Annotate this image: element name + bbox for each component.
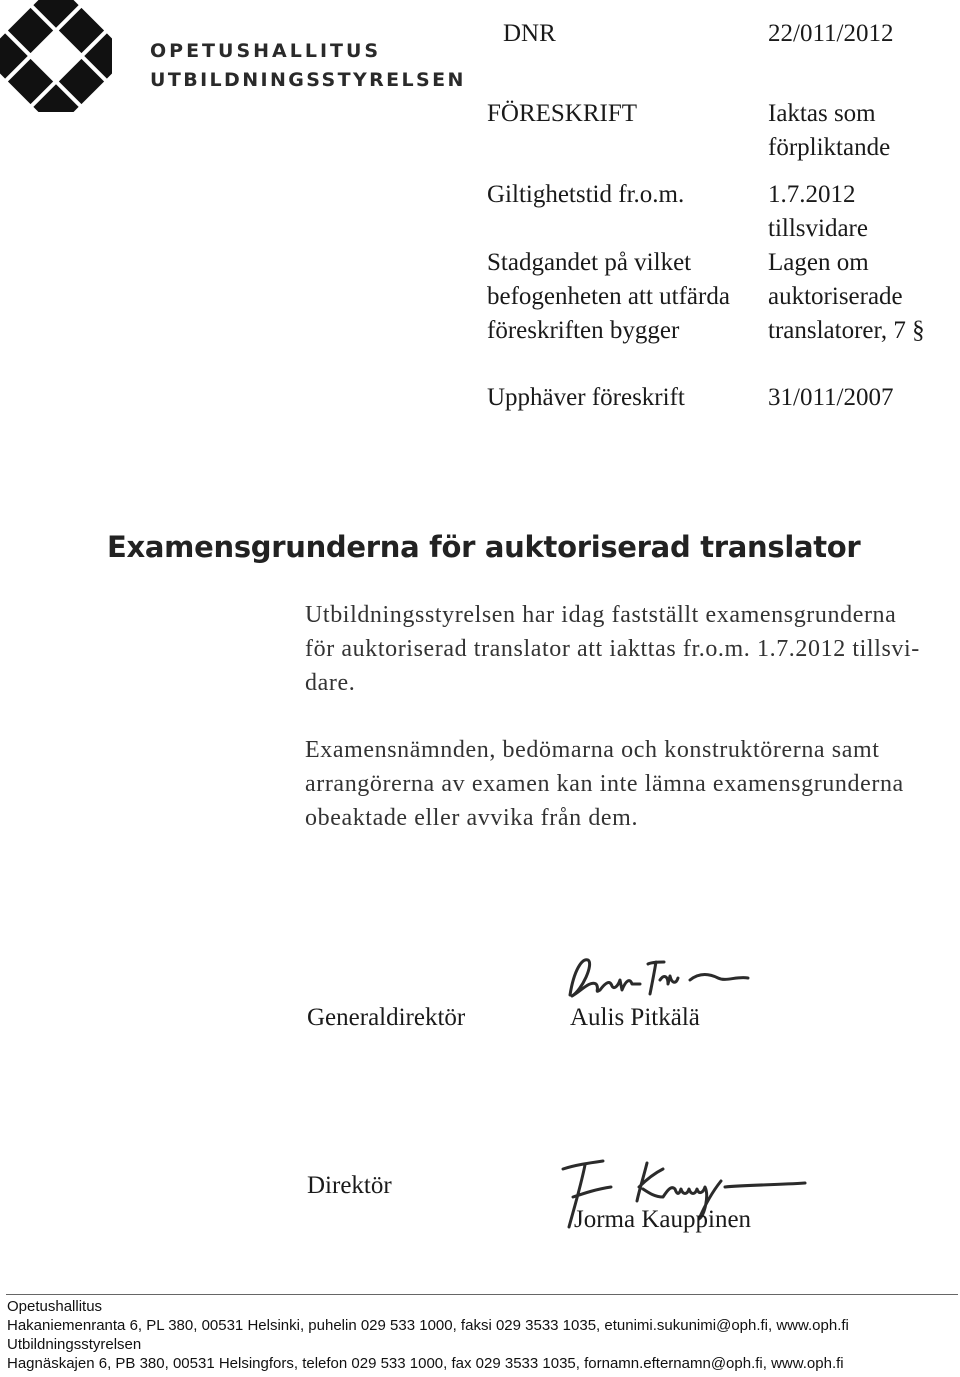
signer-1-name: Aulis Pitkälä — [570, 1004, 700, 1031]
footer-divider — [6, 1294, 958, 1295]
paragraph-1-line-3: dare. — [305, 670, 356, 696]
paragraph-2-line-2: arrangörerna av examen kan inte lämna examensgrunderna — [305, 771, 904, 797]
repeals-value: 31/011/2007 — [768, 384, 894, 411]
footer-org-fi: Opetushallitus — [7, 1298, 103, 1315]
signer-1-role: Generaldirektör — [307, 1004, 466, 1031]
dnr-value: 22/011/2012 — [768, 20, 894, 47]
dnr-label: DNR — [503, 20, 556, 47]
paragraph-1-line-2: för auktoriserad translator att iakttas fr.o.m. 1.7.2012 tillsvi- — [305, 636, 920, 662]
paragraph-2-line-3: obeaktade eller avvika från dem. — [305, 805, 639, 831]
paragraph-1-line-1: Utbildningsstyrelsen har idag fastställt examensgrunderna — [305, 602, 897, 628]
validity-value-2: tillsvidare — [768, 215, 868, 242]
repeals-label: Upphäver föreskrift — [487, 384, 685, 411]
paragraph-2-line-1: Examensnämnden, bedömarna och konstruktörerna samt — [305, 737, 880, 763]
authority-value-2: auktoriserade — [768, 283, 903, 310]
type-label: FÖRESKRIFT — [487, 100, 638, 127]
authority-label-1: Stadgandet på vilket — [487, 249, 692, 276]
logo-mark-icon — [0, 0, 112, 112]
type-value-1: Iaktas som — [768, 100, 876, 127]
footer-address-sv: Hagnäskajen 6, PB 380, 00531 Helsingfors, telefon 029 533 1000, fax 029 3533 1035, fornamn.efternamn@oph.fi, www.oph.fi — [7, 1355, 844, 1372]
logo-line-1: OPETUSHALLITUS — [150, 40, 382, 62]
type-value-2: förpliktande — [768, 134, 891, 161]
authority-value-3: translatorer, 7 § — [768, 317, 925, 344]
validity-value-1: 1.7.2012 — [768, 181, 856, 208]
signer-2-name: Jorma Kauppinen — [574, 1206, 752, 1233]
authority-value-1: Lagen om — [768, 249, 869, 276]
footer-org-sv: Utbildningsstyrelsen — [7, 1336, 142, 1353]
footer-address-fi: Hakaniemenranta 6, PL 380, 00531 Helsinki, puhelin 029 533 1000, faksi 029 3533 1035, etunimi.sukunimi@oph.fi, www.oph.fi — [7, 1317, 849, 1334]
document-title: Examensgrunderna för auktoriserad translator — [107, 530, 861, 564]
authority-label-2: befogenheten att utfärda — [487, 283, 730, 310]
logo-line-2: UTBILDNINGSSTYRELSEN — [150, 69, 466, 91]
authority-label-3: föreskriften bygger — [487, 317, 680, 344]
signer-2-role: Direktör — [307, 1172, 392, 1199]
validity-label: Giltighetstid fr.o.m. — [487, 181, 685, 208]
